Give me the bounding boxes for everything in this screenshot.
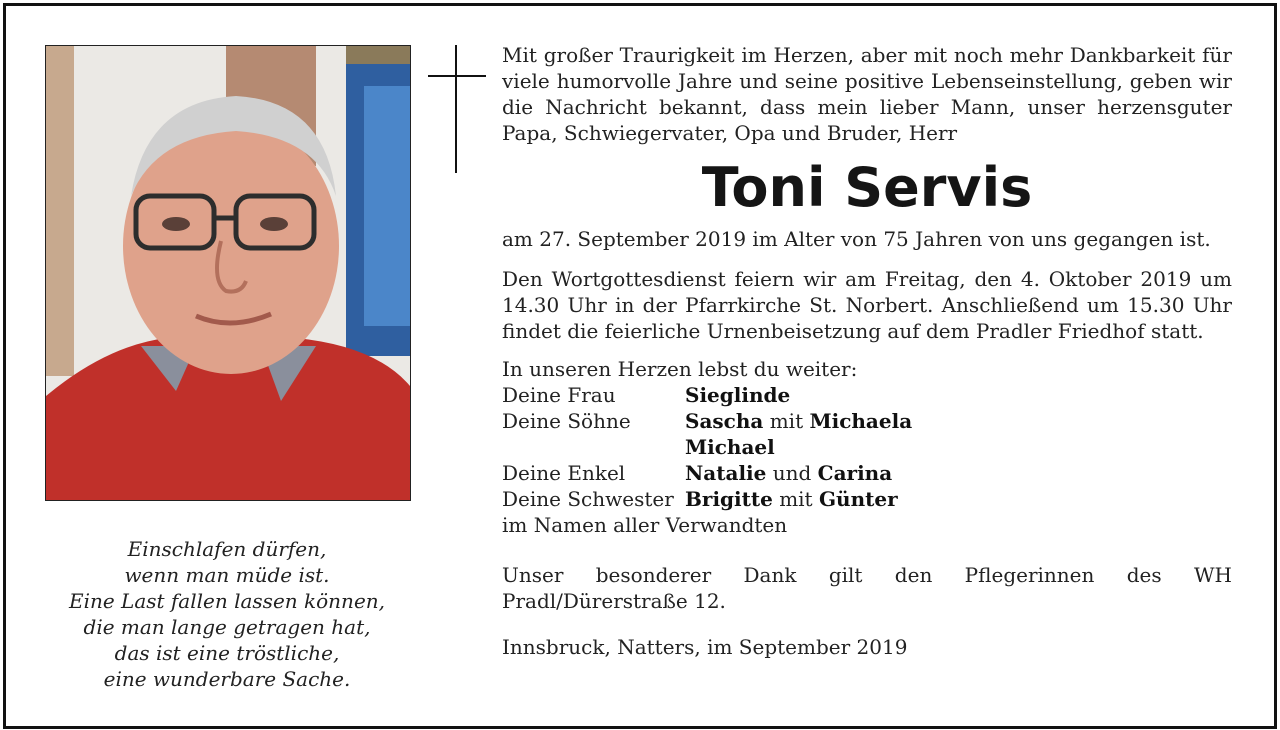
intro-paragraph: Mit großer Traurigkeit im Herzen, aber mit noch mehr Dankbarkeit für viele humorvolle Jahre und seine positive Lebenseinstellung, geben wir die Nachricht bekannt, dass mein lieber Mann, unser herzensguter Papa, Schwiegervater, Opa und Bruder, Herr	[502, 43, 1232, 145]
sons-label: Deine Söhne	[502, 409, 631, 433]
son1-partner: Michaela	[809, 409, 913, 433]
sister-name: Brigitte	[685, 487, 773, 511]
portrait-photo	[45, 45, 411, 501]
family-row-wife	[502, 382, 1232, 408]
grandchild1-name: Natalie	[685, 461, 767, 485]
poem	[45, 536, 409, 692]
obituary-text	[502, 42, 1232, 660]
poem-line: Einschlafen dürfen,	[127, 537, 327, 561]
poem-line: die man lange getragen hat,	[83, 615, 371, 639]
poem-line: das ist eine tröstliche,	[114, 641, 340, 665]
family-row-sister	[502, 486, 1232, 512]
poem-line: eine wunderbare Sache.	[103, 667, 351, 691]
cross-icon	[428, 45, 486, 173]
family-row-son2	[502, 434, 1232, 460]
service-paragraph: Den Wortgottesdienst feiern wir am Freitag, den 4. Oktober 2019 um 14.30 Uhr in der Pfarrkirche St. Norbert. Anschließend um 15.30 Uhr findet die feierliche Urnenbeisetzung auf dem Pradler Friedhof statt.	[502, 267, 1232, 343]
family-row-sons	[502, 408, 1232, 434]
portrait-illustration	[46, 46, 410, 500]
sister-partner: Günter	[818, 487, 898, 511]
family-intro: In unseren Herzen lebst du weiter:	[502, 357, 858, 381]
relatives-line: im Namen aller Verwandten	[502, 513, 788, 537]
poem-line: wenn man müde ist.	[124, 563, 330, 587]
wife-label: Deine Frau	[502, 383, 616, 407]
family-list	[502, 356, 1232, 538]
deceased-name: Toni Servis	[701, 156, 1033, 219]
death-notice: am 27. September 2019 im Alter von 75 Jahren von uns gegangen ist.	[502, 227, 1211, 251]
grandchild2-name: Carina	[817, 461, 893, 485]
place-date: Innsbruck, Natters, im September 2019	[502, 635, 908, 659]
sister-label: Deine Schwester	[502, 487, 674, 511]
grandchildren-conj: und	[772, 461, 812, 485]
wife-name: Sieglinde	[685, 383, 791, 407]
thanks-paragraph: Unser besonderer Dank gilt den Pflegerinnen des WH Pradl/Dürerstraße 12.	[502, 563, 1232, 613]
son1-conj: mit	[769, 409, 804, 433]
sister-conj: mit	[779, 487, 813, 511]
grandchildren-label: Deine Enkel	[502, 461, 626, 485]
son1-name: Sascha	[685, 409, 764, 433]
son2-name: Michael	[685, 435, 775, 459]
family-row-grandchildren	[502, 460, 1232, 486]
poem-line: Eine Last fallen lassen können,	[68, 589, 386, 613]
